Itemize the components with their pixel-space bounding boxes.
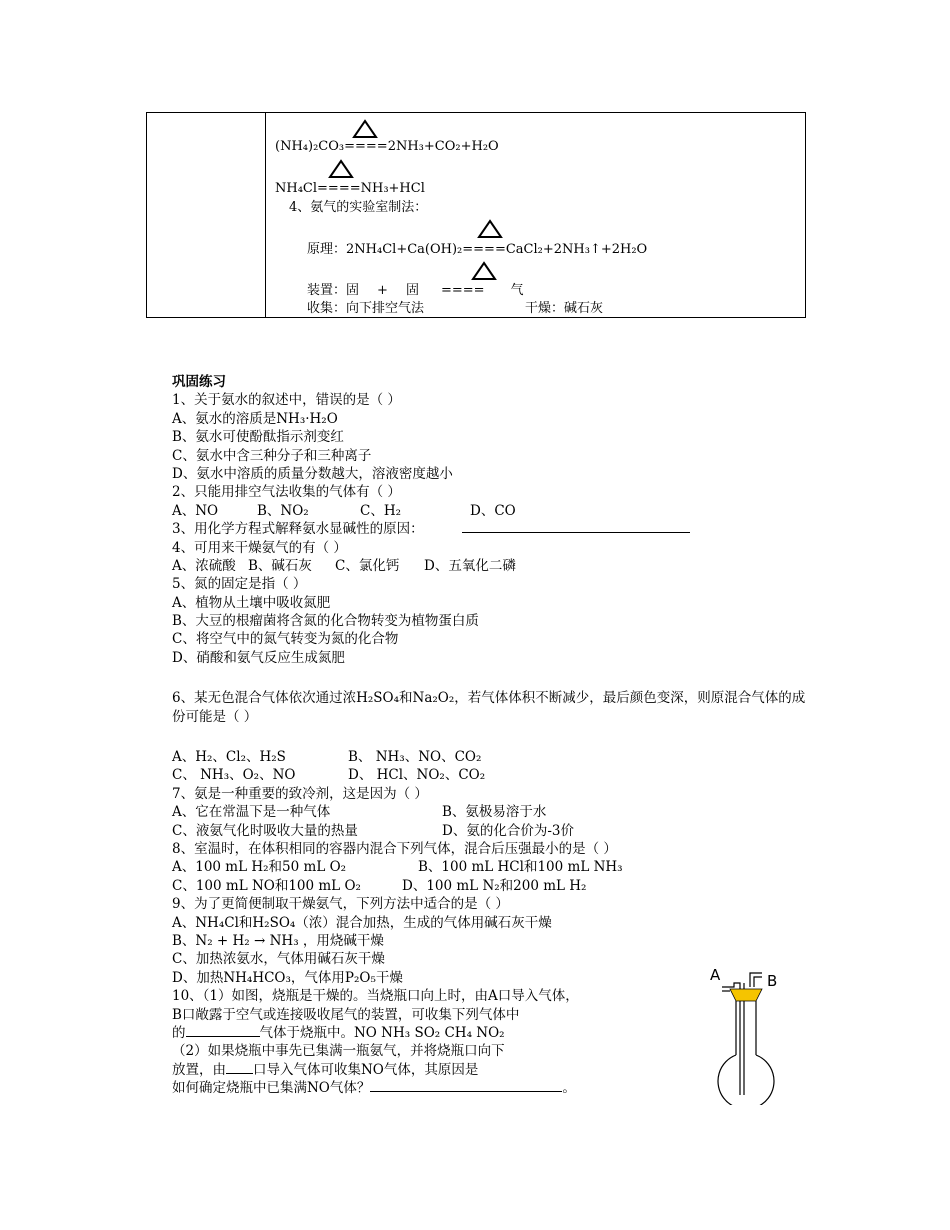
q3-answer-blank[interactable] [462,520,690,533]
device-gas: 气 [510,283,524,298]
q8-stem: 8、室温时，在体积相同的容器内混合下列气体，混合后压强最小的是（ ） [172,841,617,858]
table-column-divider [265,113,266,317]
q4-option-c: C、氯化钙 [335,557,400,574]
short-tube-b-inner [754,977,762,987]
q9-option-a: A、NH₄Cl和H₂SO₄（浓）混合加热，生成的气体用碱石灰干燥 [172,914,552,931]
eq2-right: NH₃+HCl [360,181,425,196]
q8-options-ab [172,858,822,876]
q7-option-b: B、氨极易溶于水 [442,804,547,821]
heat-triangle-icon [328,159,354,179]
q3-text: 3、用化学方程式解释氨水显碱性的原因： [172,521,424,538]
q1-stem: 1、关于氨水的叙述中，错误的是（ ） [172,392,401,409]
q6-option-a: A、H₂、Cl₂、H₂S [172,749,286,766]
q10-line-5-prefix: 放置，由 [172,1061,226,1078]
q8-option-d: D、100 mL N₂和200 mL H₂ [402,877,587,894]
q2-option-c: C、H₂ [360,502,402,519]
q4-option-b: B、碱石灰 [248,557,312,574]
eq1-equals: ==== [344,139,388,154]
q1-option-c: C、氨水中含三种分子和三种离子 [172,447,372,464]
principle-equation [307,242,647,258]
eq2-equals: ==== [317,181,361,196]
q1-option-d: D、氨水中溶质的质量分数越大，溶液密度越小 [172,465,453,482]
q7-option-c: C、液氨气化时吸收大量的热量 [172,822,358,839]
short-tube-b [750,973,762,987]
q7-option-d: D、氨的化合价为-3价 [442,822,574,839]
eq2-left: NH₄Cl [275,181,318,196]
q5-option-c: C、将空气中的氮气转变为氮的化合物 [172,631,399,648]
rubber-stopper [730,989,762,1001]
port-a-label: A [710,966,721,984]
q5-option-b: B、大豆的根瘤菌将含氮的化合物转变为植物蛋白质 [172,613,479,630]
q8-option-c: C、100 mL NO和100 mL O₂ [172,877,361,894]
q6-option-b: B、 NH₃、NO、CO₂ [348,749,482,766]
equation-2 [275,181,425,197]
principle-left: 2NH₄Cl+Ca(OH)₂ [346,242,463,257]
equation-1 [275,139,499,155]
q6-options-ab [172,748,822,766]
q2-stem: 2、只能用排空气法收集的气体有（ ） [172,484,401,501]
q2-options [172,502,822,520]
device-label: 装置： [307,283,347,298]
q4-option-a: A、浓硫酸 [172,557,236,574]
q10-line-6-end: 。 [562,1080,576,1097]
q10-line-5-suffix: 口导入气体可收集NO气体，其原因是 [253,1061,479,1078]
q2-option-b: B、NO₂ [257,502,309,519]
eq1-right: 2NH₃+CO₂+H₂O [387,139,499,154]
device-equals: ==== [440,283,485,298]
principle-equals: ==== [462,242,506,257]
q9-option-d: D、加热NH₄HCO₃，气体用P₂O₅干燥 [172,969,403,986]
q8-option-b: B、100 mL HCl和100 mL NH₃ [418,859,623,876]
q2-option-a: A、NO [172,502,219,519]
q10-line-3-suffix: 气体于烧瓶中。NO NH₃ SO₂ CH₄ NO₂ [259,1024,505,1041]
q7-option-a: A、它在常温下是一种气体 [172,804,331,821]
flask-diagram [700,965,800,1105]
principle-label: 原理： [307,242,347,257]
q6-options-cd [172,766,822,784]
q1-option-b: B、氨水可使酚酞指示剂变红 [172,429,344,446]
q4-option-d: D、五氧化二磷 [424,557,516,574]
port-b-label: B [767,972,778,990]
device-line [307,283,524,299]
q9-option-b: B、N₂ + H₂ → NH₃ ，用烧碱干燥 [172,932,384,949]
q5-option-d: D、硝酸和氨气反应生成氮肥 [172,649,345,666]
q7-stem: 7、氨是一种重要的致冷剂，这是因为（ ） [172,785,428,802]
flask-bulb [718,1055,774,1105]
q8-options-cd [172,877,822,895]
q7-options-ab [172,803,822,821]
device-solid-b: 固 [405,283,419,298]
q5-option-a: A、植物从土壤中吸收氮肥 [172,594,331,611]
device-plus: + [377,283,388,298]
q9-option-c: C、加热浓氨水，气体用碱石灰干燥 [172,951,385,968]
q10-gas-blank[interactable] [186,1024,260,1037]
q4-stem: 4、可用来干燥氨气的有（ ） [172,539,347,556]
q10-line-1: 10、（1）如图，烧瓶是干燥的。当烧瓶口向上时，由A口导入气体， [172,988,579,1005]
q5-stem: 5、氮的固定是指（ ） [172,576,307,593]
q9-stem: 9、为了更简便制取干燥氨气，下列方法中适合的是（ ） [172,896,509,913]
q10-line-3-prefix: 的 [172,1024,186,1041]
q2-option-d: D、CO [470,502,516,519]
collect-method: 收集：向下排空气法 [307,301,425,316]
q6-stem: 6、某无色混合气体依次通过浓H₂SO₄和Na₂O₂，若气体体积不断减少，最后颜色变深，则原混合气体的成份可能是（ ） [172,690,806,725]
q8-option-a: A、100 mL H₂和50 mL O₂ [172,859,347,876]
heat-triangle-icon [471,261,497,281]
heat-triangle-icon [352,119,378,139]
principle-right: CaCl₂+2NH₃↑+2H₂O [505,242,648,257]
q3-stem [172,520,822,538]
q10-method-blank[interactable] [370,1079,562,1092]
dry-method: 干燥：碱石灰 [525,301,604,316]
q10-line-4: （2）如果烧瓶中事先已集满一瓶氨气，并将烧瓶口向下 [172,1043,505,1060]
q4-options [172,557,822,575]
summary-table [146,112,806,318]
q6-option-c: C、 NH₃、O₂、NO [172,767,296,784]
q10-line-6-text: 如何确定烧瓶中已集满NO气体？ [172,1080,371,1097]
q10-line-2: B口敞露于空气或连接吸收尾气的装置，可收集下列气体中 [172,1006,520,1023]
q7-options-cd [172,822,822,840]
device-solid-a: 固 [346,283,360,298]
heat-triangle-icon [477,219,503,239]
exercise-title: 巩固练习 [172,374,226,390]
eq1-left: (NH₄)₂CO₃ [275,139,345,154]
q6-option-d: D、 HCl、NO₂、CO₂ [348,767,486,784]
lab-preparation-heading: 4、氨气的实验室制法： [289,200,428,215]
q10-port-blank[interactable] [226,1061,253,1074]
q1-option-a: A、氨水的溶质是NH₃·H₂O [172,410,338,427]
